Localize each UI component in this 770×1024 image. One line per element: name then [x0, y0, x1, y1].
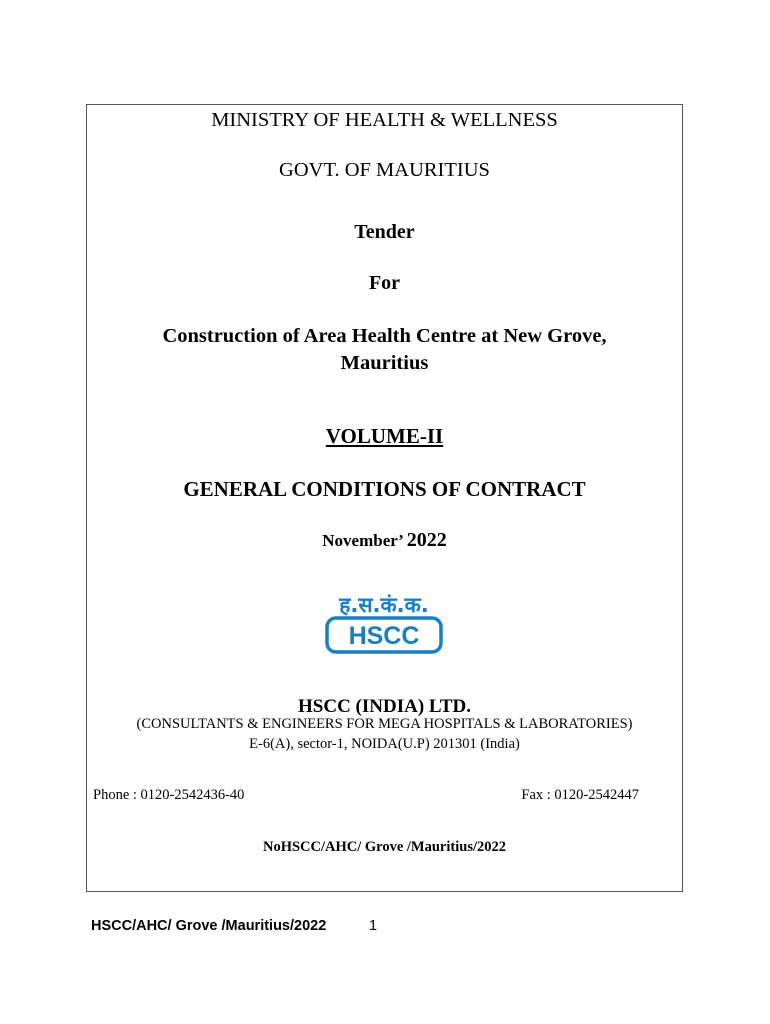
company-tagline: (CONSULTANTS & ENGINEERS FOR MEGA HOSPITALS & LABORATORIES)	[136, 716, 633, 732]
tender-subject	[86, 323, 683, 377]
date-year: 2022	[406, 529, 447, 551]
company-fax: Fax : 0120-2542447	[521, 787, 639, 803]
footer-page-number: 1	[369, 918, 378, 934]
company-name: HSCC (INDIA) LTD.	[298, 696, 471, 717]
company-phone: Phone : 0120-2542436-40	[93, 787, 245, 803]
tender-label: Tender	[354, 221, 415, 243]
document-date	[86, 529, 683, 552]
footer-doc-ref: HSCC/AHC/ Grove /Mauritius/2022	[91, 918, 327, 934]
date-month: November’	[322, 531, 403, 550]
tender-subject-line-1: Construction of Area Health Centre at New Grove,	[162, 325, 607, 347]
volume-title: VOLUME-II	[325, 424, 444, 448]
ministry-heading: MINISTRY OF HEALTH & WELLNESS	[211, 109, 558, 131]
company-address: E-6(A), sector-1, NOIDA(U.P) 201301 (India)	[249, 736, 520, 752]
logo-brand-text: HSCC	[348, 622, 420, 650]
reference-number: NoHSCC/AHC/ Grove /Mauritius/2022	[262, 839, 506, 855]
logo-hindi-text: ह.स.कं.क.	[339, 593, 429, 617]
government-heading: GOVT. OF MAURITIUS	[279, 159, 490, 181]
hscc-logo	[325, 588, 443, 656]
for-label: For	[368, 272, 401, 294]
volume-subtitle: GENERAL CONDITIONS OF CONTRACT	[183, 477, 586, 501]
tender-subject-line-2: Mauritius	[340, 352, 429, 374]
